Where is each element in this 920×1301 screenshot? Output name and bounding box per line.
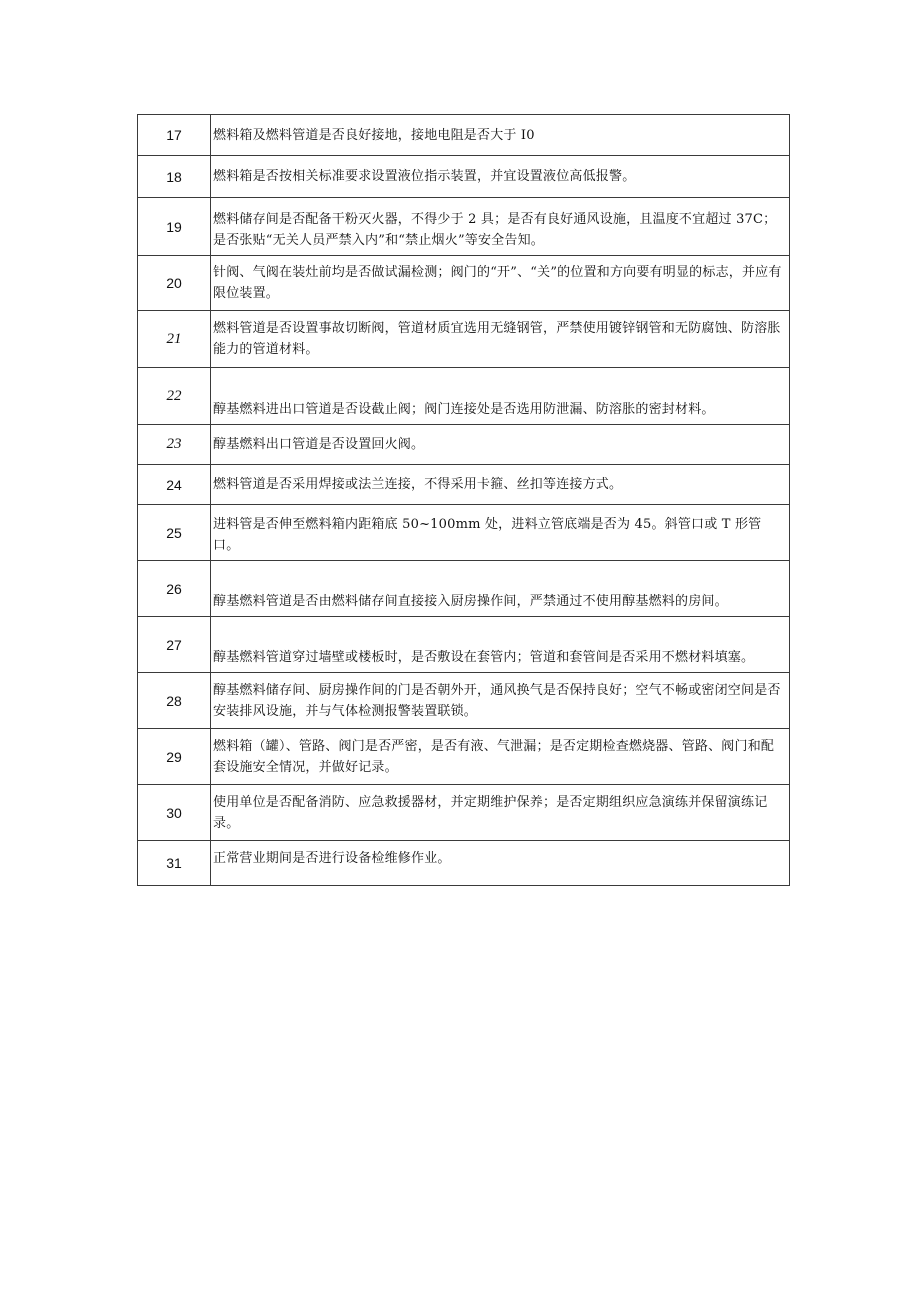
table-row bbox=[138, 729, 790, 785]
table-row bbox=[138, 198, 790, 256]
check-item-text: 醇基燃料出口管道是否设置回火阀。 bbox=[211, 425, 790, 465]
table-row bbox=[138, 561, 790, 617]
check-item-text: 燃料箱（罐）、管路、阀门是否严密，是否有液、气泄漏；是否定期检查燃烧器、管路、阀门和配套设施安全情况，并做好记录。 bbox=[211, 729, 790, 785]
item-number: 25 bbox=[138, 505, 211, 561]
table-row bbox=[138, 841, 790, 886]
table-row bbox=[138, 311, 790, 368]
table-row bbox=[138, 115, 790, 156]
table-row bbox=[138, 505, 790, 561]
check-item-text: 使用单位是否配备消防、应急救援器材，并定期维护保养；是否定期组织应急演练并保留演练记录。 bbox=[211, 785, 790, 841]
item-number: 29 bbox=[138, 729, 211, 785]
check-item-text: 燃料管道是否采用焊接或法兰连接，不得采用卡箍、丝扣等连接方式。 bbox=[211, 465, 790, 505]
table-row bbox=[138, 465, 790, 505]
item-number: 26 bbox=[138, 561, 211, 617]
table-row bbox=[138, 368, 790, 425]
table-row bbox=[138, 156, 790, 198]
table-row bbox=[138, 425, 790, 465]
item-number: 20 bbox=[138, 256, 211, 311]
check-item-text: 正常营业期间是否进行设备检维修作业。 bbox=[211, 841, 790, 886]
item-number: 28 bbox=[138, 673, 211, 729]
table-row bbox=[138, 256, 790, 311]
check-item-text: 醇基燃料管道穿过墙壁或楼板时，是否敷设在套管内；管道和套管间是否采用不燃材料填塞。 bbox=[211, 617, 790, 673]
item-number: 23 bbox=[138, 425, 211, 465]
inspection-checklist-table bbox=[137, 114, 790, 886]
check-item-text: 针阀、气阀在装灶前均是否做试漏检测；阀门的“开”、“关”的位置和方向要有明显的标志，并应有限位装置。 bbox=[211, 256, 790, 311]
check-item-text: 醇基燃料进出口管道是否设截止阀；阀门连接处是否选用防泄漏、防溶胀的密封材料。 bbox=[211, 368, 790, 425]
check-item-text: 醇基燃料储存间、厨房操作间的门是否朝外开，通风换气是否保持良好；空气不畅或密闭空间是否安装排风设施，并与气体检测报警装置联锁。 bbox=[211, 673, 790, 729]
item-number: 18 bbox=[138, 156, 211, 198]
check-item-text: 燃料箱及燃料管道是否良好接地，接地电阻是否大于 I0 bbox=[211, 115, 790, 156]
item-number: 30 bbox=[138, 785, 211, 841]
item-number: 27 bbox=[138, 617, 211, 673]
item-number: 24 bbox=[138, 465, 211, 505]
table-row bbox=[138, 617, 790, 673]
check-item-text: 进料管是否伸至燃料箱内距箱底 50~100mm 处，进料立管底端是否为 45。斜管口或 T 形管口。 bbox=[211, 505, 790, 561]
item-number: 17 bbox=[138, 115, 211, 156]
item-number: 21 bbox=[138, 311, 211, 368]
item-number: 19 bbox=[138, 198, 211, 256]
check-item-text: 燃料箱是否按相关标准要求设置液位指示装置，并宜设置液位高低报警。 bbox=[211, 156, 790, 198]
table-row bbox=[138, 785, 790, 841]
item-number: 31 bbox=[138, 841, 211, 886]
check-item-text: 醇基燃料管道是否由燃料储存间直接接入厨房操作间，严禁通过不使用醇基燃料的房间。 bbox=[211, 561, 790, 617]
table-row bbox=[138, 673, 790, 729]
check-item-text: 燃料储存间是否配备干粉灭火器，不得少于 2 具；是否有良好通风设施，且温度不宜超过 37C；是否张贴“无关人员严禁入内”和“禁止烟火”等安全告知。 bbox=[211, 198, 790, 256]
item-number: 22 bbox=[138, 368, 211, 425]
check-item-text: 燃料管道是否设置事故切断阀，管道材质宜选用无缝钢管，严禁使用镀锌钢管和无防腐蚀、防溶胀能力的管道材料。 bbox=[211, 311, 790, 368]
